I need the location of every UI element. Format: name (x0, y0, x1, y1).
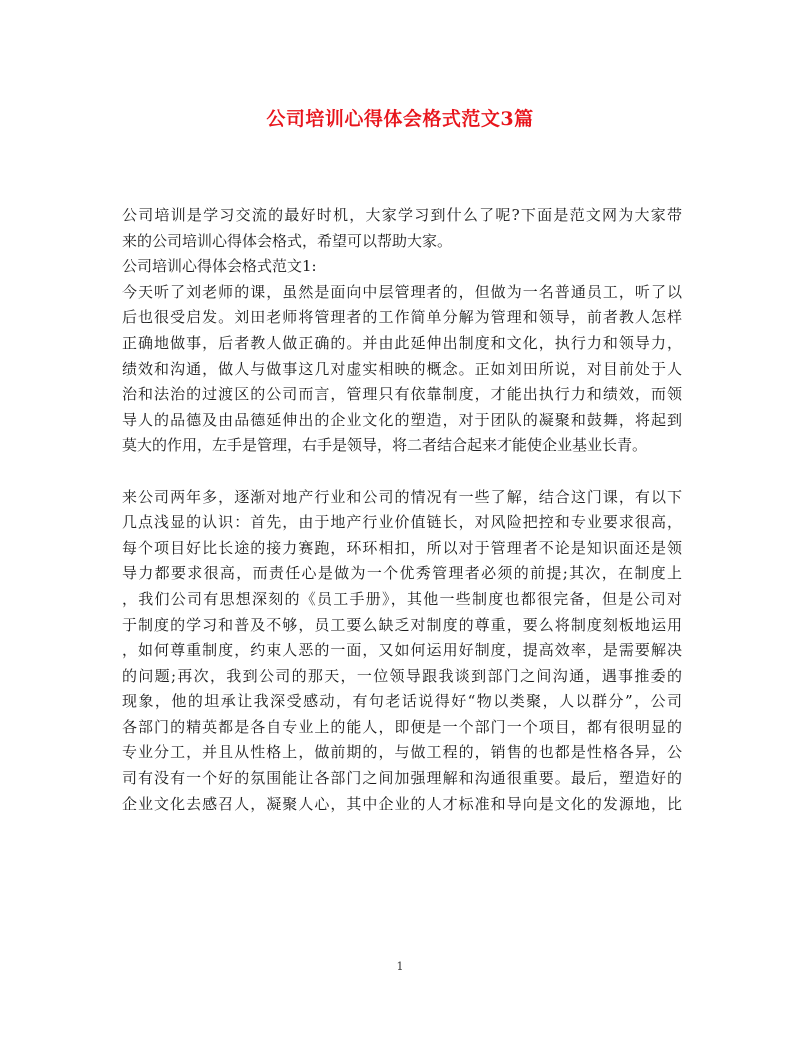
page-number: 1 (396, 960, 404, 973)
document-title: 公司培训心得体会格式范文3篇 (266, 108, 534, 130)
text-line: 导力都要求很高，而责任心是做为一个优秀管理者必须的前提;其次，在制度上 (122, 564, 682, 583)
text-line: 正确地做事，后者教人做正确的。并由此延伸出制度和文化，执行力和领导力， (122, 333, 682, 352)
text-line: 公司培训心得体会格式范文1: (122, 257, 317, 276)
document-body (122, 203, 682, 817)
text-line: 司有没有一个好的氛围能让各部门之间加强理解和沟通很重要。最后，塑造好的 (122, 769, 682, 788)
text-line: 莫大的作用，左手是管理，右手是领导，将二者结合起来才能使企业基业长青。 (122, 436, 648, 455)
text-line: 专业分工，并且从性格上，做前期的，与做工程的，销售的也都是性格各异，公 (122, 743, 682, 762)
text-line: 今天听了刘老师的课，虽然是面向中层管理者的，但做为一名普通员工，听了以 (122, 282, 682, 301)
text-line: 每个项目好比长途的接力赛跑，环环相扣，所以对于管理者不论是知识面还是领 (122, 538, 682, 557)
text-line: 于制度的学习和普及不够，员工要么缺乏对制度的尊重，要么将制度刻板地运用 (122, 615, 682, 634)
text-line: 的问题;再次，我到公司的那天，一位领导跟我谈到部门之间沟通，遇事推委的 (122, 666, 682, 685)
text-line: 现象，他的坦承让我深受感动，有句老话说得好“物以类聚，人以群分”，公司 (122, 692, 682, 711)
text-line: 企业文化去感召人，凝聚人心，其中企业的人才标准和导向是文化的发源地，比 (122, 794, 682, 813)
text-line: 公司培训是学习交流的最好时机，大家学习到什么了呢?下面是范文网为大家带 (122, 206, 682, 224)
text-line: ，我们公司有思想深刻的《员工手册》，其他一些制度也都很完备，但是公司对 (122, 589, 682, 608)
text-line: 来的公司培训心得体会格式，希望可以帮助大家。 (122, 231, 453, 250)
text-line: 导人的品德及由品德延伸出的企业文化的塑造，对于团队的凝聚和鼓舞，将起到 (122, 410, 682, 429)
text-line: 几点浅显的认识：首先，由于地产行业价值链长，对风险把控和专业要求很高， (122, 513, 682, 532)
paragraph-spacer (122, 459, 682, 485)
text-line: 后也很受启发。刘田老师将管理者的工作简单分解为管理和领导，前者教人怎样 (122, 308, 682, 327)
text-line: ，如何尊重制度，约束人恶的一面，又如何运用好制度，提高效率，是需要解决 (122, 641, 682, 660)
text-line: 治和法治的过渡区的公司而言，管理只有依靠制度，才能出执行力和绩效，而领 (122, 385, 682, 404)
text-line: 来公司两年多，逐渐对地产行业和公司的情况有一些了解，结合这门课，有以下 (122, 487, 682, 506)
text-line: 各部门的精英都是各自专业上的能人，即便是一个部门一个项目，都有很明显的 (122, 717, 682, 736)
text-line: 绩效和沟通，做人与做事这几对虚实相映的概念。正如刘田所说，对目前处于人 (122, 359, 682, 378)
